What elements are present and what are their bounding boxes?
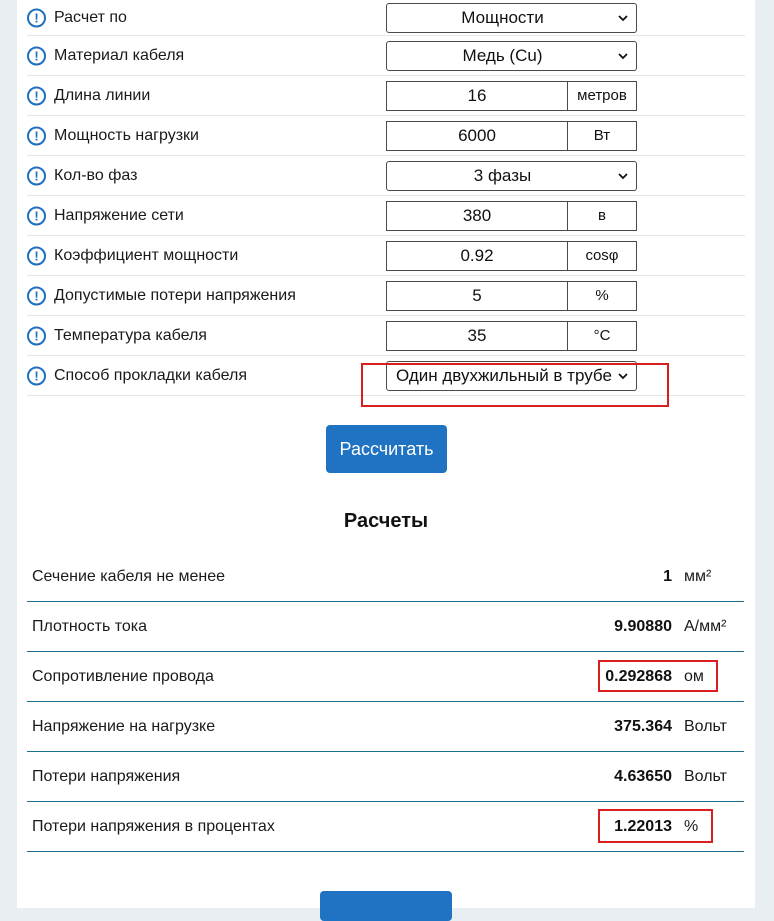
form-row-calc-by <box>27 0 745 36</box>
select-value: Один двухжильный в трубе <box>396 365 612 385</box>
field-label: Напряжение сети <box>54 206 184 224</box>
temperature-input[interactable]: 35 <box>387 322 568 350</box>
field-label: Способ прокладки кабеля <box>54 366 247 384</box>
power-input-group <box>386 121 637 151</box>
info-icon[interactable]: ! <box>27 286 46 305</box>
unit-label: °С <box>593 326 611 344</box>
result-value: 375.364 <box>614 717 672 735</box>
result-label: Потери напряжения в процентах <box>32 817 275 835</box>
form-row-temperature <box>27 316 745 356</box>
info-icon[interactable]: ! <box>27 326 46 345</box>
result-row <box>27 552 744 602</box>
voltage-input[interactable]: 380 <box>387 202 568 230</box>
unit-label: % <box>595 286 609 304</box>
calc-by-select[interactable] <box>386 3 637 33</box>
result-value: 0.292868 <box>605 667 672 685</box>
field-label: Расчет по <box>54 8 127 26</box>
chevron-down-icon <box>618 51 628 61</box>
temperature-input-group <box>386 321 637 351</box>
unit-label: cosφ <box>585 246 619 264</box>
form-row-power-factor <box>27 236 745 276</box>
unit-label: в <box>598 206 606 224</box>
field-label: Длина линии <box>54 86 151 104</box>
results-title: Расчеты <box>343 510 429 532</box>
result-label: Плотность тока <box>32 617 148 635</box>
highlight-frame-installation <box>361 363 669 407</box>
length-input-group <box>386 81 637 111</box>
field-label: Температура кабеля <box>54 326 207 344</box>
info-icon[interactable]: ! <box>27 166 46 185</box>
allowed-loss-input-group <box>386 281 637 311</box>
result-unit: ом <box>684 667 704 685</box>
results-table <box>27 552 744 852</box>
highlight-frame-loss-percent <box>598 809 713 843</box>
select-value: 3 фазы <box>473 165 532 185</box>
result-value: 1 <box>663 567 672 585</box>
form-row-allowed-loss <box>27 276 745 316</box>
result-unit: мм² <box>684 567 712 585</box>
calculator-page <box>17 0 755 908</box>
form-row-phases <box>27 156 745 196</box>
field-label: Кол-во фаз <box>54 166 138 184</box>
form-row-length <box>27 76 745 116</box>
form-row-power <box>27 116 745 156</box>
unit-label: метров <box>577 86 627 104</box>
result-value: 4.63650 <box>614 767 672 785</box>
unit-label: Вт <box>593 126 611 144</box>
form-row-material <box>27 36 745 76</box>
result-label: Потери напряжения <box>32 767 181 785</box>
field-label: Коэффициент мощности <box>54 246 239 264</box>
info-icon[interactable]: ! <box>27 206 46 225</box>
field-label: Материал кабеля <box>54 46 185 64</box>
material-select[interactable] <box>386 41 637 71</box>
parameters-form <box>27 0 745 396</box>
result-value: 9.90880 <box>614 617 672 635</box>
info-icon[interactable]: ! <box>27 246 46 265</box>
field-label: Допустимые потери напряжения <box>54 286 296 304</box>
info-icon[interactable]: ! <box>27 366 46 385</box>
result-row <box>27 752 744 802</box>
info-icon[interactable]: ! <box>27 8 46 27</box>
highlight-frame-resistance <box>598 660 718 692</box>
form-row-voltage <box>27 196 745 236</box>
power-input[interactable]: 6000 <box>387 122 568 150</box>
power-factor-input-group <box>386 241 637 271</box>
chevron-down-icon <box>618 13 628 23</box>
phases-select[interactable] <box>386 161 637 191</box>
result-label: Сопротивление провода <box>32 667 214 685</box>
field-label: Мощность нагрузки <box>54 126 199 144</box>
calculate-button[interactable]: Рассчитать <box>326 425 447 473</box>
info-icon[interactable]: ! <box>27 46 46 65</box>
length-input[interactable]: 16 <box>387 82 568 110</box>
info-icon[interactable]: ! <box>27 86 46 105</box>
result-label: Напряжение на нагрузке <box>32 717 216 735</box>
result-unit: Вольт <box>684 717 727 735</box>
result-unit: % <box>684 817 699 835</box>
allowed-loss-input[interactable]: 5 <box>387 282 568 310</box>
result-row <box>27 702 744 752</box>
power-factor-input[interactable]: 0.92 <box>387 242 568 270</box>
voltage-input-group <box>386 201 637 231</box>
result-value: 1.22013 <box>614 817 672 835</box>
select-value: Медь (Cu) <box>462 45 543 65</box>
result-row <box>27 602 744 652</box>
result-unit: Вольт <box>684 767 727 785</box>
bottom-action-button[interactable] <box>320 891 452 921</box>
info-icon[interactable]: ! <box>27 126 46 145</box>
chevron-down-icon <box>618 171 628 181</box>
result-unit: А/мм² <box>684 617 727 635</box>
result-label: Сечение кабеля не менее <box>32 567 226 585</box>
select-value: Мощности <box>461 7 544 27</box>
